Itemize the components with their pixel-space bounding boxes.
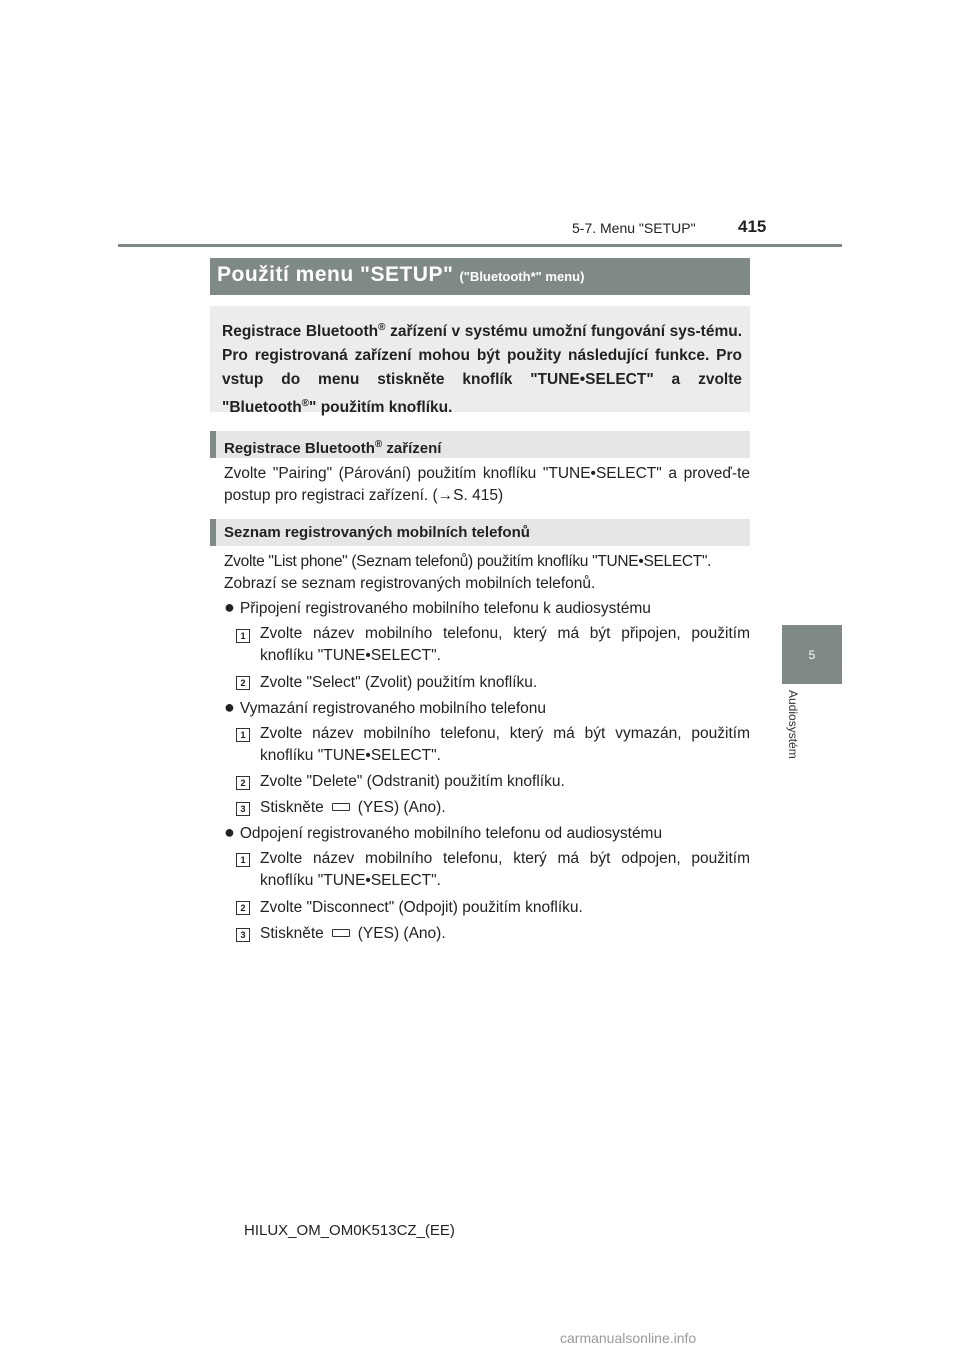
step-text: Zvolte název mobilního telefonu, který má být připojen, použitím knoflíku "TUNE•SELECT".	[260, 625, 750, 664]
registered-mark: ®	[378, 322, 386, 333]
page-title-bar	[210, 258, 750, 295]
step-text-yes	[260, 797, 750, 819]
header-divider	[118, 244, 842, 247]
section1-registered-mark: ®	[374, 439, 383, 450]
step-text-post: (YES) (Ano).	[357, 925, 446, 942]
footer-document-code: HILUX_OM_OM0K513CZ_(EE)	[244, 1222, 455, 1239]
intro-text-3: " použitím knoflíku.	[309, 399, 453, 417]
watermark: carmanualsonline.info	[560, 1330, 697, 1346]
step-text: Zvolte "Disconnect" (Odpojit) použitím knoflíku.	[260, 899, 583, 916]
yes-button-icon	[332, 803, 350, 811]
step-text-pre: Stiskněte	[260, 799, 324, 816]
step-text-yes	[260, 923, 750, 945]
step-number: 1	[236, 853, 250, 867]
step-text: Zvolte "Select" (Zvolit) použitím knoflíku.	[260, 674, 538, 691]
page-number: 415	[738, 217, 767, 236]
section2-text-1: Zvolte "List phone" (Seznam telefonů) použitím knoflíku "TUNE•SELECT".	[224, 553, 712, 570]
bullet-dot: ●	[224, 822, 235, 842]
step-text: Zvolte název mobilního telefonu, který má být odpojen, použitím knoflíku "TUNE•SELECT".	[260, 850, 750, 889]
intro-text-2: zařízení v systému umožní fungování sys-tému. Pro registrovaná zařízení mohou být použity následující funkce. Pro vstup do menu stiskněte knoflík "TUNE•SELECT" a zvolte "Bluetooth	[222, 323, 742, 417]
bullet-delete	[224, 696, 750, 720]
section1-heading-pre: Registrace Bluetooth	[224, 440, 375, 457]
step-number: 3	[236, 928, 250, 942]
bullet-disconnect	[224, 821, 750, 845]
section1-text: Zvolte "Pairing" (Párování) použitím knoflíku "TUNE•SELECT" a proveď-te postup pro registraci zařízení. (→S. 415)	[224, 465, 750, 504]
step-text: Zvolte název mobilního telefonu, který má být vymazán, použitím knoflíku "TUNE•SELECT".	[260, 725, 750, 764]
section2-text-2: Zobrazí se seznam registrovaných mobilních telefonů.	[224, 575, 596, 592]
step-number: 3	[236, 802, 250, 816]
step-number: 2	[236, 676, 250, 690]
bullet-delete-text: Vymazání registrovaného mobilního telefonu	[239, 700, 547, 717]
intro-box	[210, 306, 750, 417]
bullet-connect	[224, 596, 750, 620]
page-subtitle: ("Bluetooth*" menu)	[459, 269, 585, 284]
section1-heading-post: zařízení	[382, 440, 442, 457]
step-text-post: (YES) (Ano).	[357, 799, 446, 816]
page-title: Použití menu "SETUP"	[217, 263, 454, 286]
bullet-disconnect-text: Odpojení registrovaného mobilního telefonu od audiosystému	[239, 825, 663, 842]
step-number: 2	[236, 901, 250, 915]
section-heading-phone-list: Seznam registrovaných mobilních telefonů	[210, 519, 750, 546]
step-text: Zvolte "Delete" (Odstranit) použitím knoflíku.	[260, 773, 565, 790]
intro-text-1: Registrace Bluetooth	[222, 323, 379, 341]
bullet-dot: ●	[224, 697, 235, 717]
registered-mark-2: ®	[301, 398, 310, 410]
chapter-number: 5	[808, 647, 816, 662]
bullet-connect-text: Připojení registrovaného mobilního telefonu k audiosystému	[239, 600, 651, 617]
chapter-tab	[782, 625, 842, 684]
chapter-label: Audiosystém	[786, 690, 800, 759]
chapter-label-wrap	[786, 690, 806, 780]
yes-button-icon	[332, 929, 350, 937]
bullet-dot: ●	[224, 597, 235, 617]
step-number: 1	[236, 728, 250, 742]
step-number: 2	[236, 776, 250, 790]
section-heading-registration	[210, 431, 750, 458]
step-text-pre: Stiskněte	[260, 925, 324, 942]
header-section-title: 5-7. Menu "SETUP"	[572, 220, 696, 236]
step-number: 1	[236, 629, 250, 643]
